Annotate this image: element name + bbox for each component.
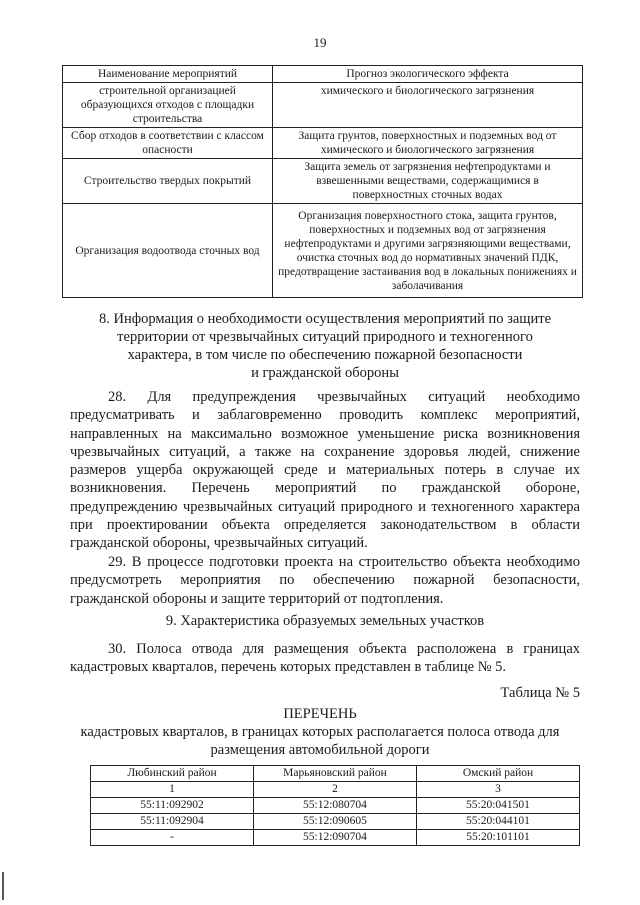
list-title: ПЕРЕЧЕНЬ bbox=[283, 706, 357, 722]
table-cell: 55:11:092902 bbox=[91, 798, 254, 814]
effect-cell: Защита грунтов, поверхностных и подземных вод от химического и биологического загрязнения bbox=[273, 128, 583, 159]
table-header-row bbox=[63, 66, 583, 83]
effect-cell: Организация поверхностного стока, защита грунтов, поверхностных и подземных вод от загрязнения нефтепродуктами и другими загрязняющими веществами, очистка сточных вод до нормативных значений ПДК, предотвращение застаивания вод в локальных понижениях и заболачивания bbox=[273, 204, 583, 298]
environmental-measures-table bbox=[62, 65, 583, 298]
table-row bbox=[91, 814, 580, 830]
heading-line: и гражданской обороны bbox=[251, 365, 399, 381]
column-header: Прогноз экологического эффекта bbox=[273, 66, 583, 83]
section-8-heading bbox=[70, 310, 580, 382]
section-9-heading: 9. Характеристика образуемых земельных участков bbox=[165, 613, 485, 629]
measure-cell: Строительство твердых покрытий bbox=[63, 159, 273, 204]
column-number-row bbox=[91, 782, 580, 798]
column-header: Марьяновский район bbox=[254, 766, 417, 782]
subtitle-line: размещения автомобильной дороги bbox=[210, 742, 430, 758]
table-row bbox=[63, 83, 583, 128]
page-number: 19 bbox=[313, 35, 327, 50]
measure-cell: Сбор отходов в соответствии с классом опасности bbox=[63, 128, 273, 159]
subtitle-line: кадастровых кварталов, в границах которых располагается полоса отвода для bbox=[80, 724, 560, 740]
column-number: 3 bbox=[417, 782, 580, 798]
column-header: Омский район bbox=[417, 766, 580, 782]
table-label: Таблица № 5 bbox=[500, 685, 580, 701]
table-cell: 55:12:090605 bbox=[254, 814, 417, 830]
table-cell: 55:20:101101 bbox=[417, 830, 580, 846]
table-row bbox=[91, 798, 580, 814]
column-number: 1 bbox=[91, 782, 254, 798]
heading-line: характера, в том числе по обеспечению пожарной безопасности bbox=[127, 347, 523, 363]
table-cell: 55:20:044101 bbox=[417, 814, 580, 830]
table-cell: - bbox=[91, 830, 254, 846]
paragraph-30: 30. Полоса отвода для размещения объекта расположена в границах кадастровых кварталов, перечень которых представлен в таблице № 5. bbox=[70, 641, 580, 676]
paragraph-29: 29. В процессе подготовки проекта на строительство объекта необходимо предусмотреть мероприятия по обеспечению пожарной безопасности, гражданской обороны и защите территорий от подтопления. bbox=[70, 554, 580, 607]
cadastral-quarters-table bbox=[90, 765, 580, 846]
heading-line: 8. Информация о необходимости осуществления мероприятий по защите bbox=[99, 311, 551, 327]
measure-cell: строительной организацией образующихся отходов с площадки строительства bbox=[63, 83, 273, 128]
effect-cell: химического и биологического загрязнения bbox=[273, 83, 583, 128]
table-row bbox=[91, 830, 580, 846]
table-cell: 55:20:041501 bbox=[417, 798, 580, 814]
table-cell: 55:12:080704 bbox=[254, 798, 417, 814]
effect-cell: Защита земель от загрязнения нефтепродуктами и взвешенными веществами, содержащимися в поверхностных сточных водах bbox=[273, 159, 583, 204]
list-subtitle bbox=[60, 723, 580, 759]
column-number: 2 bbox=[254, 782, 417, 798]
scan-margin-mark bbox=[2, 872, 4, 900]
heading-line: территории от чрезвычайных ситуаций природного и техногенного bbox=[117, 329, 533, 345]
measure-cell: Организация водоотвода сточных вод bbox=[63, 204, 273, 298]
column-header: Наименование мероприятий bbox=[63, 66, 273, 83]
column-header: Любинский район bbox=[91, 766, 254, 782]
table-cell: 55:12:090704 bbox=[254, 830, 417, 846]
paragraph-28: 28. Для предупреждения чрезвычайных ситуаций необходимо предусматривать и заблаговременно проводить комплекс мероприятий, направленных на максимально возможное уменьшение риска возникновения чрезвычайных ситуаций, а также на сохранение здоровья людей, снижение размеров ущерба окружающей среде и материальных потерь в случае их возникновения. Перечень мероприятий по гражданской обороне, предупреждению чрезвычайных ситуаций природного и техногенного характера при проектировании объекта определяется законодательством в области гражданской обороны, чрезвычайных ситуаций. bbox=[70, 389, 580, 552]
table-header-row bbox=[91, 766, 580, 782]
table-row bbox=[63, 204, 583, 298]
table-row bbox=[63, 159, 583, 204]
table-row bbox=[63, 128, 583, 159]
table-cell: 55:11:092904 bbox=[91, 814, 254, 830]
